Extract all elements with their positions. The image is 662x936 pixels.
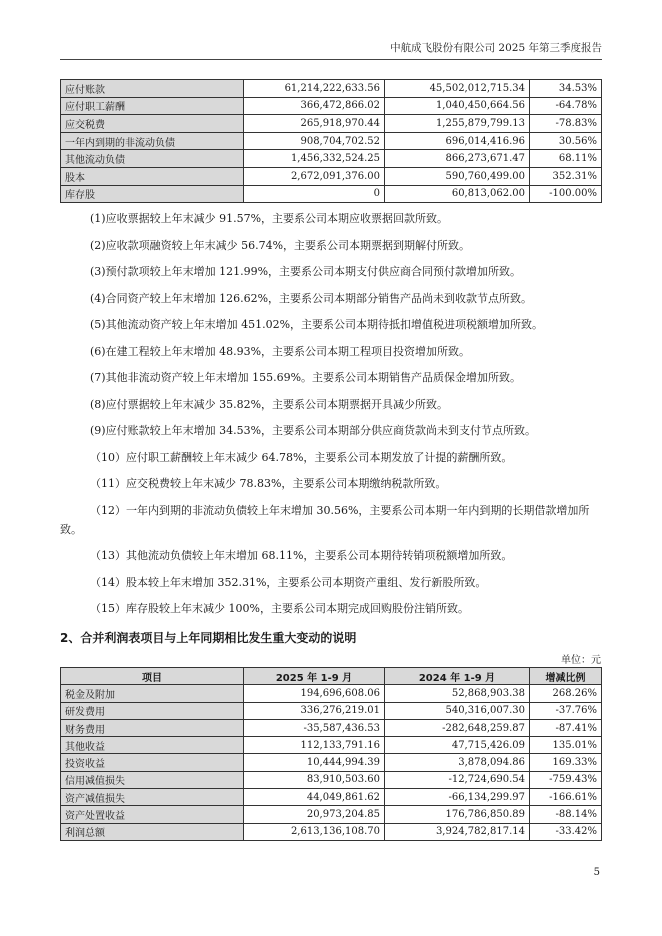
explanation-item: （11）应交税费较上年末减少 78.83%，主要系公司本期缴纳税款所致。 bbox=[90, 477, 447, 490]
current-value: 2,613,136,108.70 bbox=[244, 823, 385, 840]
previous-value: 60,813,062.00 bbox=[385, 185, 530, 203]
change-ratio: 68.11% bbox=[530, 150, 602, 168]
explanation-item: （10）应付职工薪酬较上年末减少 64.78%，主要系公司本期发放了计提的薪酬所致。 bbox=[90, 450, 513, 464]
page-header bbox=[60, 40, 602, 60]
explanation-item: （12）一年内到期的非流动负债较上年末增加 30.56%，主要系公司本期一年内到期的长期借款增加所致。 bbox=[60, 503, 590, 536]
change-ratio: -64.78% bbox=[530, 97, 602, 115]
table-row bbox=[61, 754, 602, 771]
previous-value: 45,502,012,715.34 bbox=[385, 80, 530, 98]
row-label: 应交税费 bbox=[61, 115, 244, 133]
balance-sheet-table bbox=[60, 79, 602, 203]
row-label: 研发费用 bbox=[61, 702, 244, 719]
change-ratio: 34.53% bbox=[530, 80, 602, 98]
page-number: 5 bbox=[593, 867, 600, 878]
previous-value: 176,786,850.89 bbox=[385, 806, 530, 823]
table-row bbox=[61, 771, 602, 788]
column-header: 增减比例 bbox=[530, 668, 602, 685]
table-header-row bbox=[61, 668, 602, 685]
previous-value: 696,014,416.96 bbox=[385, 132, 530, 150]
change-ratio: 30.56% bbox=[530, 132, 602, 150]
current-value: 10,444,994.39 bbox=[244, 754, 385, 771]
income-statement-table bbox=[60, 667, 602, 841]
current-value: 20,973,204.85 bbox=[244, 806, 385, 823]
change-ratio: -78.83% bbox=[530, 115, 602, 133]
table-row bbox=[61, 702, 602, 719]
previous-value: -282,648,259.87 bbox=[385, 719, 530, 736]
explanation-item: (6)在建工程较上年末增加 48.93%，主要系公司本期工程项目投资增加所致。 bbox=[90, 344, 471, 358]
explanation-item: （13）其他流动负债较上年末增加 68.11%，主要系公司本期待转销项税额增加所致。 bbox=[90, 549, 513, 562]
explanation-item: (4)合同资产较上年末增加 126.62%，主要系公司本期部分销售产品尚未到收款节点所致。 bbox=[90, 291, 533, 305]
table-row bbox=[61, 185, 602, 203]
previous-value: 52,868,903.38 bbox=[385, 685, 530, 702]
row-label: 应付账款 bbox=[61, 80, 244, 98]
row-label: 财务费用 bbox=[61, 719, 244, 736]
current-value: 1,456,332,524.25 bbox=[244, 150, 385, 168]
unit-label: 单位：元 bbox=[561, 655, 601, 666]
explanation-item: (3)预付款项较上年末增加 121.99%，主要系公司本期支付供应商合同预付款增加所致。 bbox=[90, 265, 522, 278]
row-label: 一年内到期的非流动负债 bbox=[61, 132, 244, 150]
change-ratio: -759.43% bbox=[530, 771, 602, 788]
row-label: 资产减值损失 bbox=[61, 789, 244, 806]
table-row bbox=[61, 150, 602, 168]
previous-value: -12,724,690.54 bbox=[385, 771, 530, 788]
change-ratio: 268.26% bbox=[530, 685, 602, 702]
previous-value: 1,040,450,664.56 bbox=[385, 97, 530, 115]
explanation-item: (2)应收款项融资较上年末减少 56.74%，主要系公司本期票据到期解付所致。 bbox=[90, 238, 471, 252]
change-ratio: -88.14% bbox=[530, 806, 602, 823]
explanation-item: (5)其他流动资产较上年末增加 451.02%，主要系公司本期待抵扣增值税进项税额增加所致。 bbox=[90, 318, 544, 331]
column-header: 2024 年 1-9 月 bbox=[385, 668, 530, 685]
table-row bbox=[61, 719, 602, 736]
row-label: 其他流动负债 bbox=[61, 150, 244, 168]
table-row bbox=[61, 737, 602, 754]
table-row bbox=[61, 789, 602, 806]
table-row bbox=[61, 97, 602, 115]
current-value: 44,049,861.62 bbox=[244, 789, 385, 806]
current-value: 61,214,222,633.56 bbox=[244, 80, 385, 98]
current-value: 83,910,503.60 bbox=[244, 771, 385, 788]
change-ratio: -87.41% bbox=[530, 719, 602, 736]
section-title: 2、合并利润表项目与上年同期相比发生重大变动的说明 bbox=[60, 631, 357, 645]
table-row bbox=[61, 167, 602, 185]
table-row bbox=[61, 115, 602, 133]
current-value: 0 bbox=[244, 185, 385, 203]
explanation-item: (1)应收票据较上年末减少 91.57%，主要系公司本期应收票据回款所致。 bbox=[90, 212, 449, 225]
previous-value: 3,878,094.86 bbox=[385, 754, 530, 771]
table-row bbox=[61, 806, 602, 823]
change-ratio: 169.33% bbox=[530, 754, 602, 771]
current-value: 2,672,091,376.00 bbox=[244, 167, 385, 185]
row-label: 投资收益 bbox=[61, 754, 244, 771]
table-row bbox=[61, 685, 602, 702]
explanation-item: (9)应付账款较上年末增加 34.53%，主要系公司本期部分供应商货款尚未到支付节点所致。 bbox=[90, 424, 537, 437]
previous-value: -66,134,299.97 bbox=[385, 789, 530, 806]
change-ratio: -33.42% bbox=[530, 823, 602, 840]
current-value: -35,587,436.53 bbox=[244, 719, 385, 736]
column-header: 2025 年 1-9 月 bbox=[244, 668, 385, 685]
report-title: 中航成飞股份有限公司 2025 年第三季度报告 bbox=[390, 42, 602, 54]
previous-value: 590,760,499.00 bbox=[385, 167, 530, 185]
column-header: 项目 bbox=[61, 668, 244, 685]
change-ratio: 352.31% bbox=[530, 167, 602, 185]
current-value: 112,133,791.16 bbox=[244, 737, 385, 754]
explanation-item: (7)其他非流动资产较上年末增加 155.69%。主要系公司本期销售产品质保金增加所致。 bbox=[90, 371, 522, 384]
previous-value: 3,924,782,817.14 bbox=[385, 823, 530, 840]
explanation-item: (8)应付票据较上年末减少 35.82%，主要系公司本期票据开具减少所致。 bbox=[90, 397, 449, 411]
row-label: 税金及附加 bbox=[61, 685, 244, 702]
table-row bbox=[61, 132, 602, 150]
current-value: 194,696,608.06 bbox=[244, 685, 385, 702]
current-value: 336,276,219.01 bbox=[244, 702, 385, 719]
previous-value: 866,273,671.47 bbox=[385, 150, 530, 168]
change-ratio: -100.00% bbox=[530, 185, 602, 203]
previous-value: 1,255,879,799.13 bbox=[385, 115, 530, 133]
current-value: 265,918,970.44 bbox=[244, 115, 385, 133]
change-explanations bbox=[60, 209, 601, 626]
table-row bbox=[61, 823, 602, 840]
row-label: 资产处置收益 bbox=[61, 806, 244, 823]
explanation-item: （14）股本较上年末增加 352.31%，主要系公司本期资产重组、发行新股所致。 bbox=[90, 575, 487, 589]
change-ratio: -37.76% bbox=[530, 702, 602, 719]
previous-value: 47,715,426.09 bbox=[385, 737, 530, 754]
table-row bbox=[61, 80, 602, 98]
row-label: 库存股 bbox=[61, 185, 244, 203]
current-value: 908,704,702.52 bbox=[244, 132, 385, 150]
current-value: 366,472,866.02 bbox=[244, 97, 385, 115]
row-label: 信用减值损失 bbox=[61, 771, 244, 788]
row-label: 股本 bbox=[61, 167, 244, 185]
previous-value: 540,316,007.30 bbox=[385, 702, 530, 719]
change-ratio: -166.61% bbox=[530, 789, 602, 806]
change-ratio: 135.01% bbox=[530, 737, 602, 754]
explanation-item: （15）库存股较上年末减少 100%，主要系公司本期完成回购股份注销所致。 bbox=[90, 602, 469, 615]
row-label: 利润总额 bbox=[61, 823, 244, 840]
row-label: 其他收益 bbox=[61, 737, 244, 754]
row-label: 应付职工薪酬 bbox=[61, 97, 244, 115]
